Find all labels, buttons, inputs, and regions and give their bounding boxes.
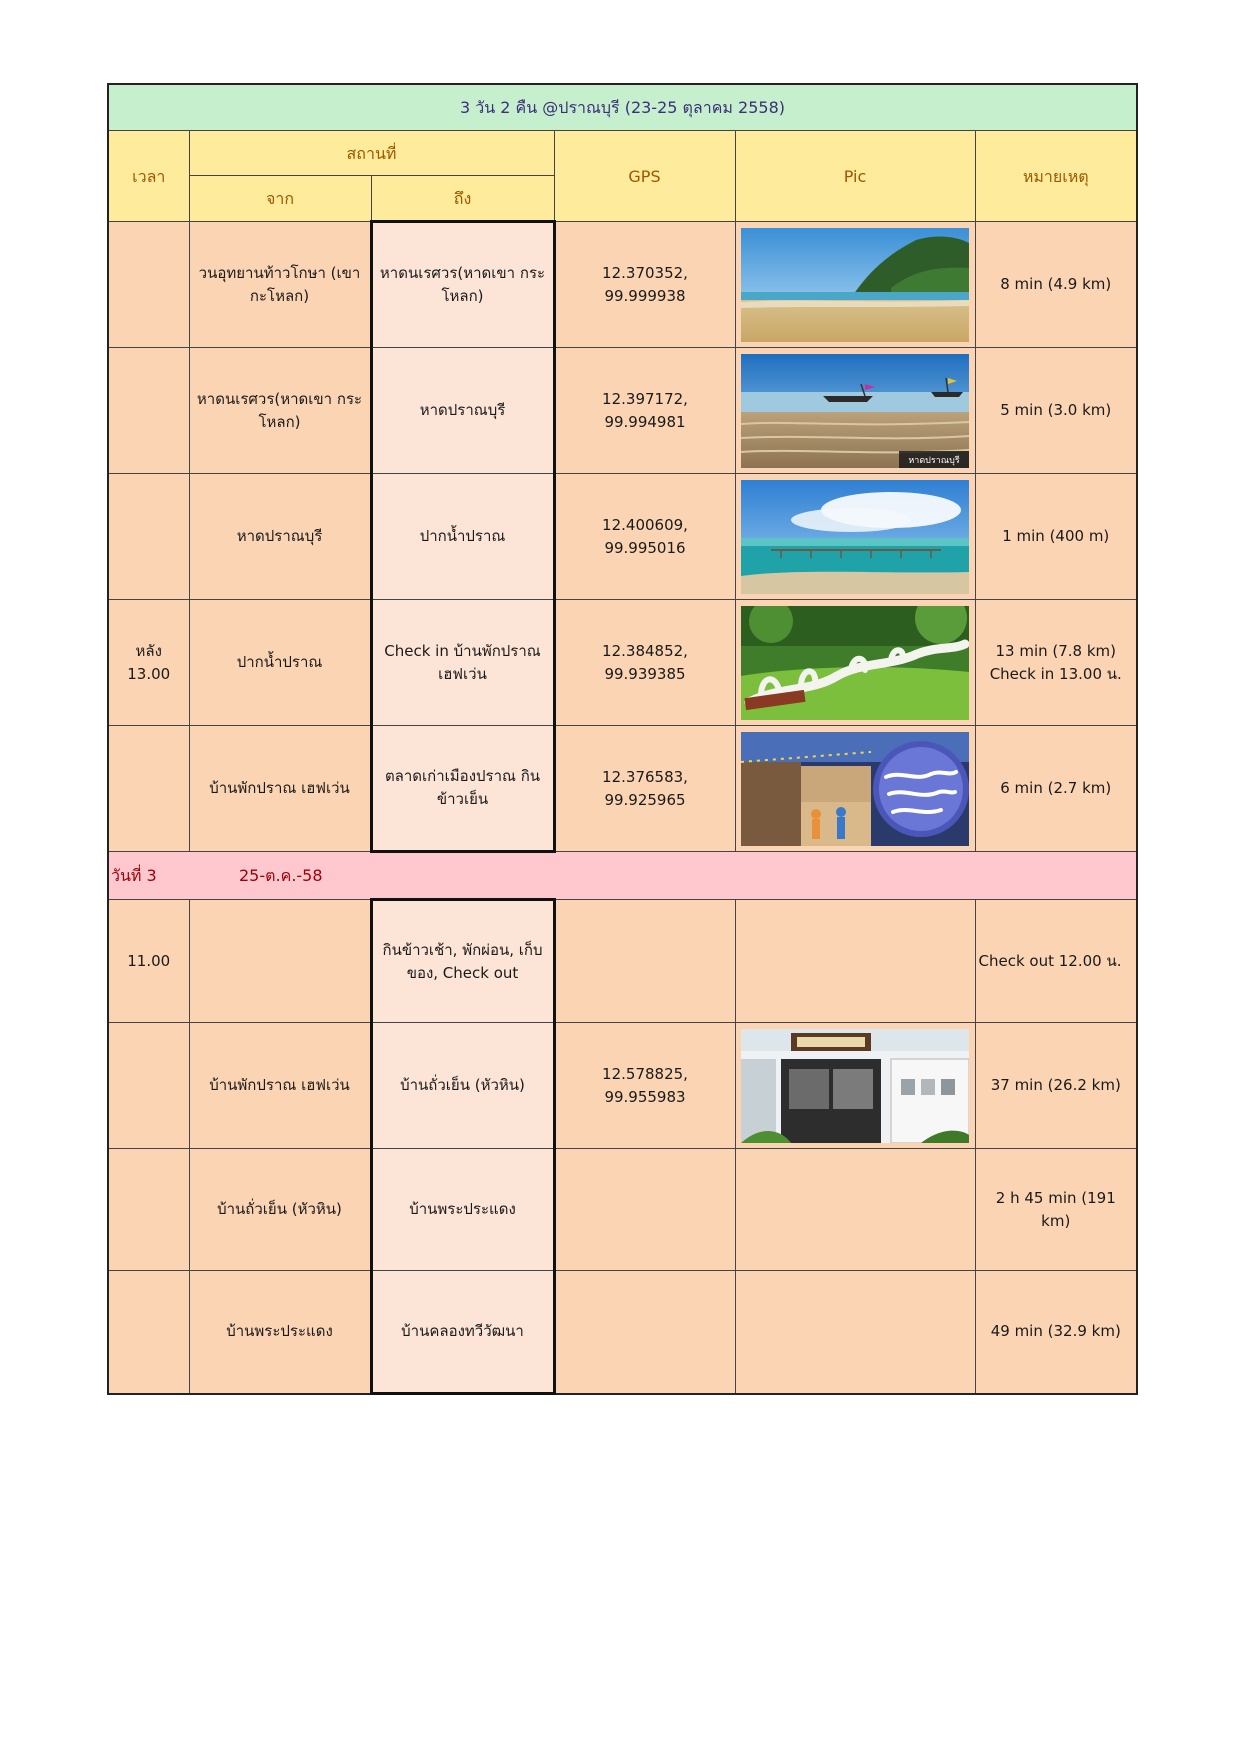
gps-cell: 12.578825, 99.955983 bbox=[554, 1023, 735, 1149]
from-cell: หาดนเรศวร(หาดเขา กระโหลก) bbox=[189, 348, 371, 474]
gps-cell: 12.400609, 99.995016 bbox=[554, 474, 735, 600]
pic-cell bbox=[735, 348, 975, 474]
itinerary-table bbox=[107, 83, 1138, 1395]
pic-cell bbox=[735, 600, 975, 726]
pic-caption: หาดปราณบุรี bbox=[908, 455, 960, 466]
to-cell: หาดปราณบุรี bbox=[371, 348, 554, 474]
table-row bbox=[108, 474, 1137, 600]
remark-cell: 37 min (26.2 km) bbox=[975, 1023, 1137, 1149]
to-cell: หาดนเรศวร(หาดเขา กระโหลก) bbox=[371, 222, 554, 348]
pic-cell bbox=[735, 474, 975, 600]
remark-line: 13 min (7.8 km) bbox=[995, 641, 1117, 660]
remark-cell: Check out 12.00 น. bbox=[975, 900, 1137, 1023]
header-gps: GPS bbox=[554, 131, 735, 222]
pic-cell bbox=[735, 726, 975, 852]
pic-cell bbox=[735, 222, 975, 348]
remark-cell: 6 min (2.7 km) bbox=[975, 726, 1137, 852]
from-cell: วนอุทยานท้าวโกษา (เขากะโหลก) bbox=[189, 222, 371, 348]
itinerary-title: 3 วัน 2 คืน @ปราณบุรี (23-25 ตุลาคม 2558) bbox=[108, 84, 1137, 131]
garden-sign-photo bbox=[741, 606, 969, 720]
gps-cell bbox=[554, 1149, 735, 1271]
header-from: จาก bbox=[189, 176, 371, 222]
from-cell: หาดปราณบุรี bbox=[189, 474, 371, 600]
pic-cell bbox=[735, 900, 975, 1023]
table-row bbox=[108, 600, 1137, 726]
table-row bbox=[108, 900, 1137, 1023]
gps-cell: 12.370352, 99.999938 bbox=[554, 222, 735, 348]
header-to: ถึง bbox=[371, 176, 554, 222]
time-cell bbox=[108, 726, 189, 852]
to-cell: ปากน้ำปราณ bbox=[371, 474, 554, 600]
time-cell: หลัง 13.00 bbox=[108, 600, 189, 726]
time-cell bbox=[108, 348, 189, 474]
time-cell bbox=[108, 1023, 189, 1149]
table-row bbox=[108, 1023, 1137, 1149]
gps-cell: 12.397172, 99.994981 bbox=[554, 348, 735, 474]
beach-with-hill-photo bbox=[741, 228, 969, 342]
gps-cell: 12.384852, 99.939385 bbox=[554, 600, 735, 726]
gps-cell: 12.376583, 99.925965 bbox=[554, 726, 735, 852]
time-cell: 11.00 bbox=[108, 900, 189, 1023]
table-row bbox=[108, 222, 1137, 348]
remark-cell: 1 min (400 m) bbox=[975, 474, 1137, 600]
table-row bbox=[108, 1271, 1137, 1394]
remark-cell: 8 min (4.9 km) bbox=[975, 222, 1137, 348]
time-cell bbox=[108, 1149, 189, 1271]
table-row bbox=[108, 726, 1137, 852]
day-label: วันที่ 3 bbox=[111, 866, 157, 885]
remark-cell bbox=[975, 600, 1137, 726]
from-cell: บ้านถั่วเย็น (หัวหิน) bbox=[189, 1149, 371, 1271]
from-cell: ปากน้ำปราณ bbox=[189, 600, 371, 726]
time-cell bbox=[108, 222, 189, 348]
pic-cell bbox=[735, 1271, 975, 1394]
header-pic: Pic bbox=[735, 131, 975, 222]
gps-cell bbox=[554, 1271, 735, 1394]
from-cell: บ้านพักปราณ เฮฟเว่น bbox=[189, 1023, 371, 1149]
sea-pier-photo bbox=[741, 480, 969, 594]
header-place: สถานที่ bbox=[189, 131, 554, 176]
pic-cell bbox=[735, 1149, 975, 1271]
table-row bbox=[108, 1149, 1137, 1271]
to-cell: ตลาดเก่าเมืองปราณ กินข้าวเย็น bbox=[371, 726, 554, 852]
time-cell bbox=[108, 474, 189, 600]
from-cell: บ้านพระประแดง bbox=[189, 1271, 371, 1394]
old-market-photo bbox=[741, 732, 969, 846]
table-row bbox=[108, 348, 1137, 474]
day-date: 25-ต.ค.-58 bbox=[239, 866, 323, 885]
time-cell bbox=[108, 1271, 189, 1394]
from-cell bbox=[189, 900, 371, 1023]
to-cell: บ้านถั่วเย็น (หัวหิน) bbox=[371, 1023, 554, 1149]
header-time: เวลา bbox=[108, 131, 189, 222]
beach-boats-photo bbox=[741, 354, 969, 468]
to-cell: บ้านคลองทวีวัฒนา bbox=[371, 1271, 554, 1394]
remark-cell: 49 min (32.9 km) bbox=[975, 1271, 1137, 1394]
day-label-cell bbox=[108, 852, 1137, 900]
day-row bbox=[108, 852, 1137, 900]
header-remark: หมายเหตุ bbox=[975, 131, 1137, 222]
gps-cell bbox=[554, 900, 735, 1023]
pic-cell bbox=[735, 1023, 975, 1149]
to-cell: Check in บ้านพักปราณเฮฟเว่น bbox=[371, 600, 554, 726]
to-cell: กินข้าวเช้า, พักผ่อน, เก็บของ, Check out bbox=[371, 900, 554, 1023]
remark-cell: 2 h 45 min (191 km) bbox=[975, 1149, 1137, 1271]
from-cell: บ้านพักปราณ เฮฟเว่น bbox=[189, 726, 371, 852]
remark-cell: 5 min (3.0 km) bbox=[975, 348, 1137, 474]
shop-front-photo bbox=[741, 1029, 969, 1143]
remark-line: Check in 13.00 น. bbox=[989, 664, 1122, 683]
to-cell: บ้านพระประแดง bbox=[371, 1149, 554, 1271]
